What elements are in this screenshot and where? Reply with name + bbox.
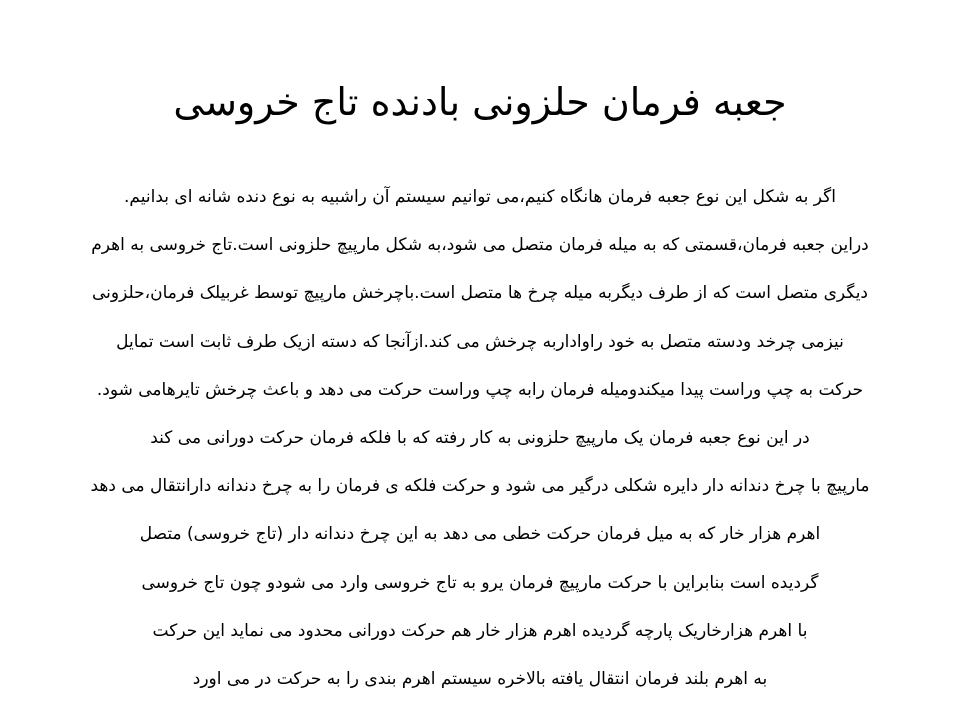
body-line-10: با اهرم هزارخاریک پارچه گردیده اهرم هزار خار هم حرکت دورانی محدود می نماید این حرکت <box>152 620 808 641</box>
body-line-4: نیزمی چرخد ودسته متصل به خود راواداربه چرخش می کند.ازآنجا که دسته ازیک طرف ثابت است تمایل <box>116 331 844 352</box>
body-line-5: حرکت به چپ وراست پیدا میکندومیله فرمان رابه چپ وراست حرکت می دهد و باعث چرخش تایرهامی شود. <box>96 379 864 400</box>
body-line-3: دیگری متصل است که از طرف دیگربه میله چرخ ها متصل است.باچرخش مارپیچ توسط غربیلک فرمان،حلزونی <box>91 283 868 304</box>
body-line-6: در این نوع جعبه فرمان یک مارپیچ حلزونی به کار رفته که با فلکه فرمان حرکت دورانی می کند <box>150 427 810 448</box>
body-line-9: گردیده است بنابراین با حرکت مارپیچ فرمان یرو به تاج خروسی وارد می شودو چون تاج خروسی <box>141 572 819 593</box>
slide-body <box>40 173 920 703</box>
body-line-1: اگر به شکل این نوع جعبه فرمان هانگاه کنیم،می توانیم سیستم آن راشبیه به نوع دنده شانه ای بدانیم. <box>124 187 836 207</box>
body-line-7: مارپیچ با چرخ دندانه دار دایره شکلی درگیر می شود و حرکت فلکه ی فرمان را به چرخ دندانه دارانتقال می دهد <box>90 476 870 497</box>
body-line-8: اهرم هزار خار که به میل فرمان حرکت خطی می دهد به این چرخ دندانه دار (تاج خروسی) متصل <box>139 524 821 545</box>
slide-title: جعبه فرمان حلزونی بادنده تاج خروسی <box>173 80 787 124</box>
body-line-2: دراین جعبه فرمان،قسمتی که به میله فرمان متصل می شود،به شکل مارپیچ حلزونی است.تاج خروسی به اهرم <box>91 235 869 256</box>
body-line-11: به اهرم بلند فرمان انتقال یافته بالاخره سیستم اهرم بندی را به حرکت در می اورد <box>192 668 768 689</box>
